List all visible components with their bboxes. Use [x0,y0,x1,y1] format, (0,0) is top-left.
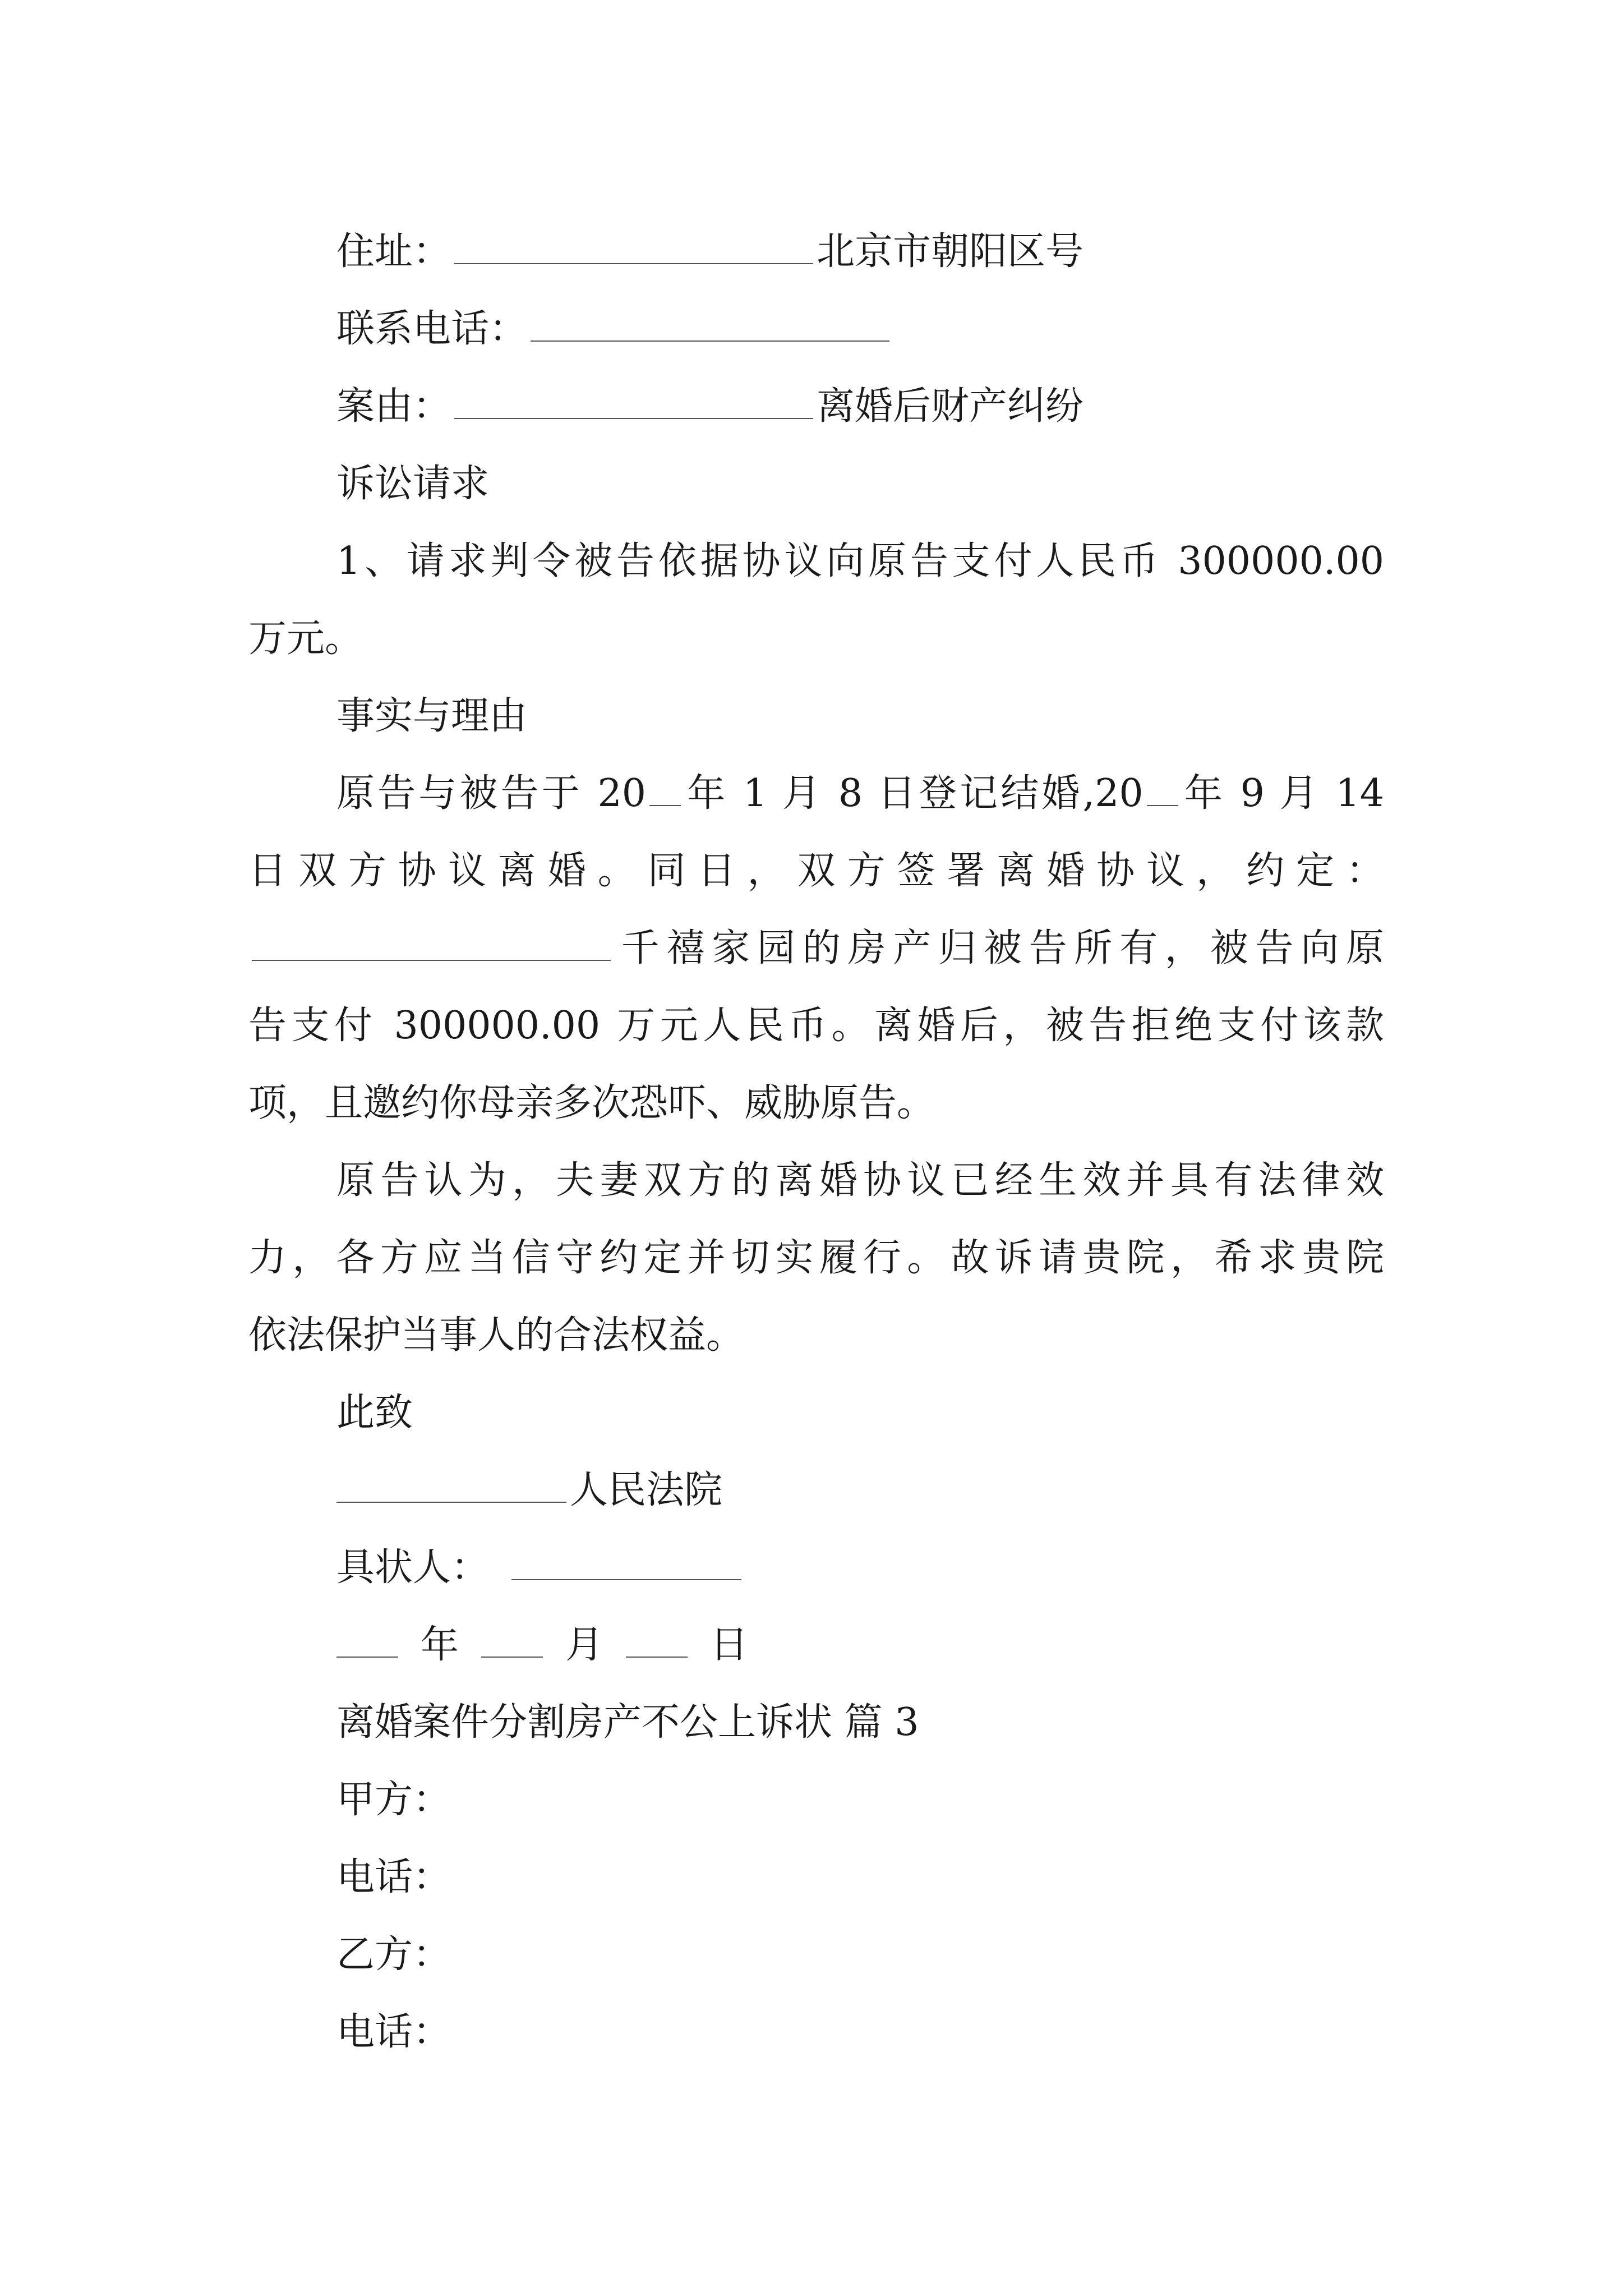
facts-p2-line-1: 原告认为，夫妻双方的离婚协议已经生效并具有法律效 [336,1158,1384,1203]
month-label: 月 [565,1623,604,1667]
year-blank-2 [1147,772,1178,806]
court-blank [336,1469,566,1503]
facts-p1-line-1 [248,755,1384,832]
year-label: 年 [421,1623,459,1667]
address-line [248,213,1384,291]
signer-line [248,1529,1384,1607]
document-page [248,213,1384,2071]
facts-p1-seg-a: 原告与被告于 20 [336,771,647,816]
facts-p1-line-3-text: 千禧家园的房产归被告所有，被告向原 [614,926,1384,970]
day-label: 日 [710,1623,749,1667]
case-label: 案由： [336,384,451,429]
day-blank [626,1624,688,1658]
section-3-title: 离婚案件分割房产不公上诉状 篇 3 [336,1700,919,1745]
facts-p2-line-3: 依法保护当事人的合法权益。 [248,1313,745,1358]
signer-label: 具状人： [336,1545,490,1590]
facts-p1-line-5: 项，且邀约你母亲多次恐吓、威胁原告。 [248,1081,935,1125]
phone-blank [531,308,889,342]
claims-heading: 诉讼请求 [336,462,490,506]
signer-blank [511,1547,741,1580]
party-a-label: 甲方： [336,1778,451,1822]
phone-line [248,291,1384,368]
party-b-label: 乙方： [336,1932,451,1977]
phone-label: 联系电话： [336,307,528,351]
case-value: 离婚后财产纠纷 [817,384,1084,429]
party-b-phone-label: 电话： [336,2010,451,2054]
case-line [248,368,1384,445]
address-value: 北京市朝阳区号 [817,229,1084,274]
court-line [248,1452,1384,1529]
address-label: 住址： [336,229,451,274]
facts-p1-line-4: 告支付 300000.00 万元人民币。离婚后，被告拒绝支付该款 [248,1004,1384,1048]
property-blank [252,927,611,961]
facts-p2-line-2: 力，各方应当信守约定并切实履行。故诉请贵院，希求贵院 [248,1236,1384,1280]
party-a-phone-label: 电话： [336,1855,451,1899]
claim-item-1-line-2: 万元。 [248,616,363,661]
facts-p1-line-2: 日双方协议离婚。同日，双方签署离婚协议，约定： [248,849,1384,893]
facts-heading: 事实与理由 [336,694,528,738]
year-blank [336,1624,398,1658]
address-blank [454,231,813,264]
date-line [248,1607,1384,1684]
year-blank-1 [649,772,681,806]
facts-p1-seg-c: 年 9 月 14 [1181,771,1384,816]
case-blank [454,385,813,419]
claim-item-1-line-1: 1、请求判令被告依据协议向原告支付人民币 300000.00 [336,539,1384,583]
facts-p1-line-3 [248,910,1384,987]
month-blank [481,1624,543,1658]
court-label: 人民法院 [570,1468,723,1512]
salute: 此致 [336,1391,413,1435]
facts-p1-seg-b: 年 1 月 8 日登记结婚,20 [684,771,1144,816]
